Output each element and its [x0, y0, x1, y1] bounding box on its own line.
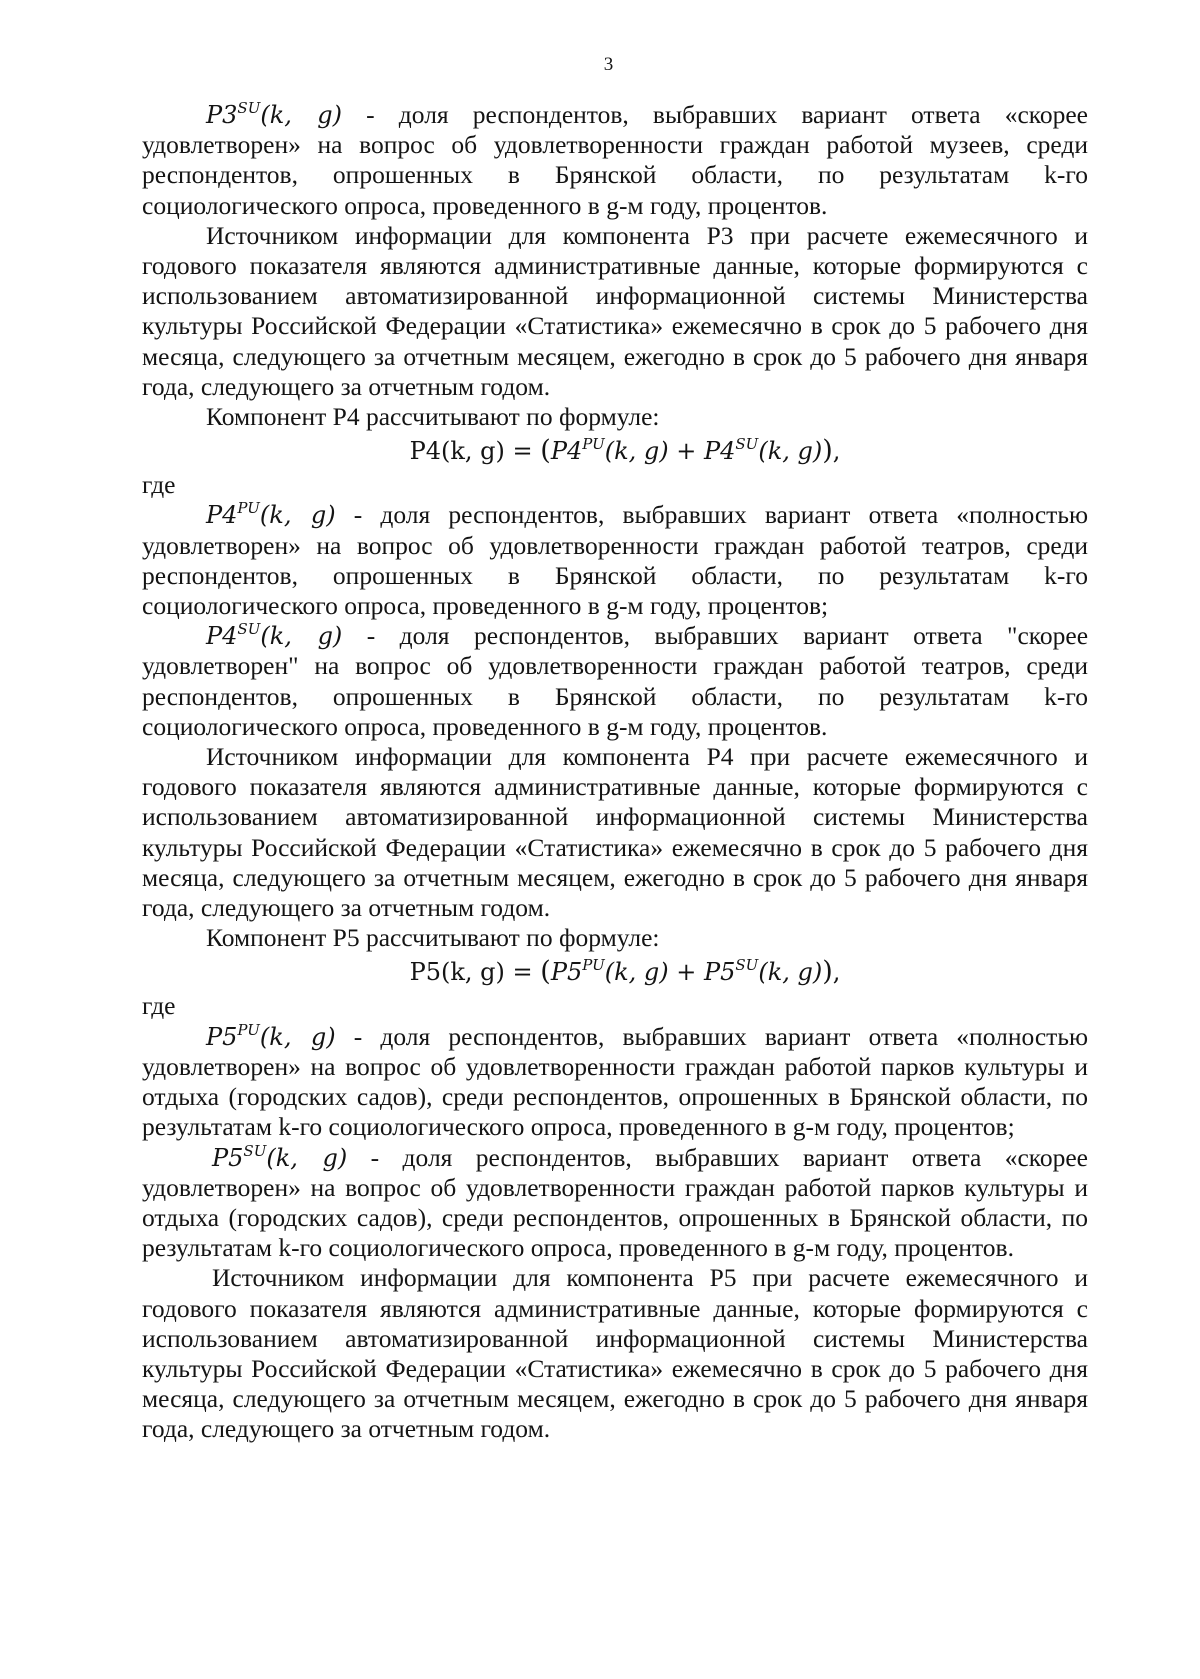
paragraph-source-p3: Источником информации для компонента Р3 при расчете ежемесячного и годового показателя являются административные данные, которые формируются с использованием автоматизированной информационной системы Министерства культуры Российской Федерации «Статистика» ежемесячно в срок до 5 рабочего дня месяца, следующего за отчетным месяцем, ежегодно в срок до 5 рабочего дня января года, следующего за отчетным годом. [142, 220, 1088, 401]
definition-p3-su: $P3^{SU}(k$, g) - доля респондентов, выбравших вариант ответа «скорее удовлетворен» на вопрос об удовлетворенности граждан работой музеев, среди респондентов, опрошенных в Брянской области, по результатам k-го социологического опроса, проведенного в g-м году, процентов. [142, 99, 1089, 220]
paragraph-source-p4: Источником информации для компонента Р4 при расчете ежемесячного и годового показателя являются административные данные, которые формируются с использованием автоматизированной информационной системы Министерства культуры Российской Федерации «Статистика» ежемесячно в срок до 5 рабочего дня месяца, следующего за отчетным месяцем, ежегодно в срок до 5 рабочего дня января года, следующего за отчетным годом. [142, 742, 1088, 923]
page-number: 3 [603, 54, 614, 75]
symbol-p5-su: $P5^{SU}(k$, g) [212, 1141, 348, 1172]
paragraph-component-p4: Компонент Р4 рассчитывают по формуле: [206, 402, 660, 432]
symbol-p5-pu: $P5^{PU}(k$, g) [206, 1020, 336, 1051]
formula-p5: P5(k, $g) = (P5^{PU}(k$, $g) + P5^{SU}(k$, g)), [409, 956, 841, 988]
symbol-p4-su: $P4^{SU}(k$, g) [206, 620, 343, 651]
definition-p5-su: $P5^{SU}(k$, g) - доля респондентов, выбравших вариант ответа «скорее удовлетворен» на вопрос об удовлетворенности граждан работой парков культуры и отдыха (городских садов), среди респондентов, опрошенных в Брянской области, по результатам k-го социологического опроса, проведенного в g-м году, процентов. [142, 1141, 1089, 1263]
definition-p4-pu: $P4^{PU}(k$, g) - доля респондентов, выбравших вариант ответа «полностью удовлетворен» на вопрос об удовлетворенности граждан работой театров, среди респондентов, опрошенных в Брянской области, по результатам k-го социологического опроса, проведенного в g-м году, процентов; [142, 499, 1089, 621]
paragraph-source-p5: Источником информации для компонента Р5 при расчете ежемесячного и годового показателя являются административные данные, которые формируются с использованием автоматизированной информационной системы Министерства культуры Российской Федерации «Статистика» ежемесячно в срок до 5 рабочего дня месяца, следующего за отчетным месяцем, ежегодно в срок до 5 рабочего дня января года, следующего за отчетным годом. [142, 1263, 1088, 1444]
document-body [142, 100, 1088, 1445]
definition-p4-su: $P4^{SU}(k$, g) - доля респондентов, выбравших вариант ответа "скорее удовлетворен" на вопрос об удовлетворенности граждан работой театров, среди респондентов, опрошенных в Брянской области, по результатам k-го социологического опроса, проведенного в g-м году, процентов. [142, 620, 1089, 741]
symbol-p4-pu: $P4^{PU}(k$, g) [206, 499, 336, 530]
symbol-p3-su: $P3^{SU}(k$, g) [206, 99, 343, 129]
where-label: где [142, 991, 176, 1021]
definition-p5-pu: $P5^{PU}(k$, g) - доля респондентов, выбравших вариант ответа «полностью удовлетворен» на вопрос об удовлетворенности граждан работой парков культуры и отдыха (городских садов), среди респондентов, опрошенных в Брянской области, по результатам k-го социологического опроса, проведенного в g-м году, процентов; [142, 1020, 1089, 1142]
formula-p4: P4(k, $g) = (P4^{PU}(k$, $g) + P4^{SU}(k$, g)), [409, 435, 841, 467]
where-label: где [142, 470, 176, 500]
paragraph-component-p5: Компонент Р5 рассчитывают по формуле: [206, 923, 660, 953]
